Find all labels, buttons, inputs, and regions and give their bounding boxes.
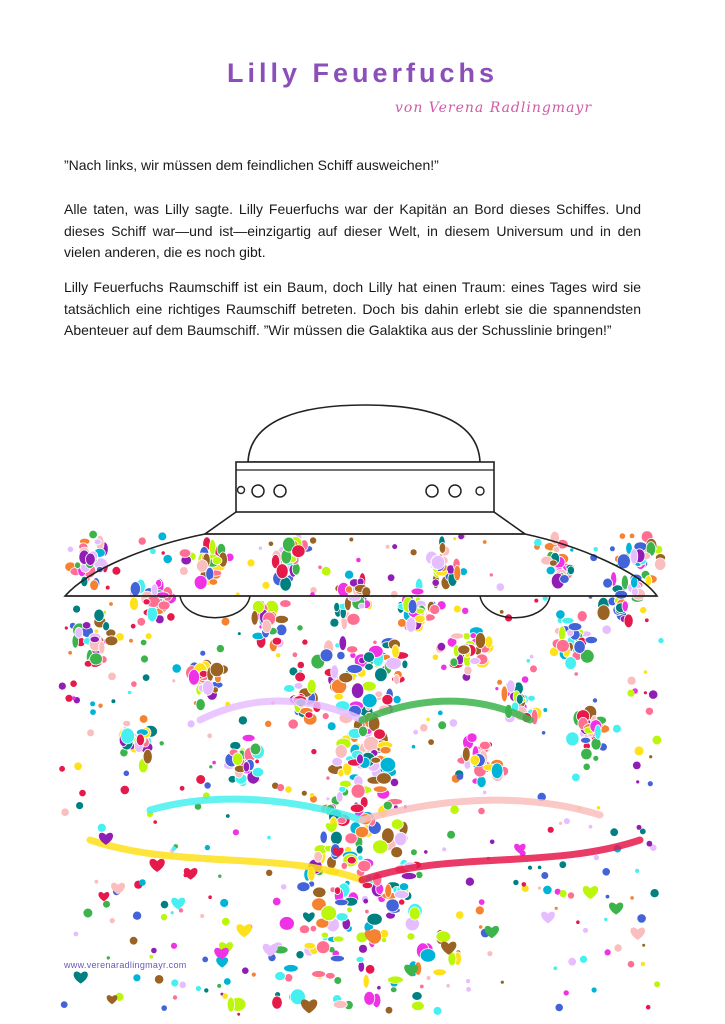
website-url: www.verenaradlingmayr.com <box>64 960 187 970</box>
ufo-tree-illustration <box>0 380 725 1024</box>
story-paragraph-2: Alle taten, was Lilly sagte. Lilly Feuerfuchs war der Kapitän an Bord dieses Schiffes. Und dieses Schiff war—und ist—einzigartig auf dieser Welt, in diesem Universum und in den vielen anderen, die es noch gibt. <box>64 201 641 260</box>
mosaic-tree <box>59 530 666 1016</box>
story-paragraph-3: Lilly Feuerfuchs Raumschiff ist ein Baum, doch Lilly hat einen Traum: eines Tages wird sie tatsächlich eine richtiges Raumschiff betreten. Doch bis dahin erlebt sie die spannendsten Abenteuer auf dem Baumschiff. ”Wir müssen die Galaktika aus der Schusslinie bringen!” <box>64 279 641 338</box>
author-byline: von Verena Radlingmayr <box>395 100 593 116</box>
story-paragraph-1: ”Nach links, wir müssen dem feindlichen Schiff ausweichen!” <box>64 157 439 173</box>
page-title: Lilly Feuerfuchs <box>226 58 499 88</box>
